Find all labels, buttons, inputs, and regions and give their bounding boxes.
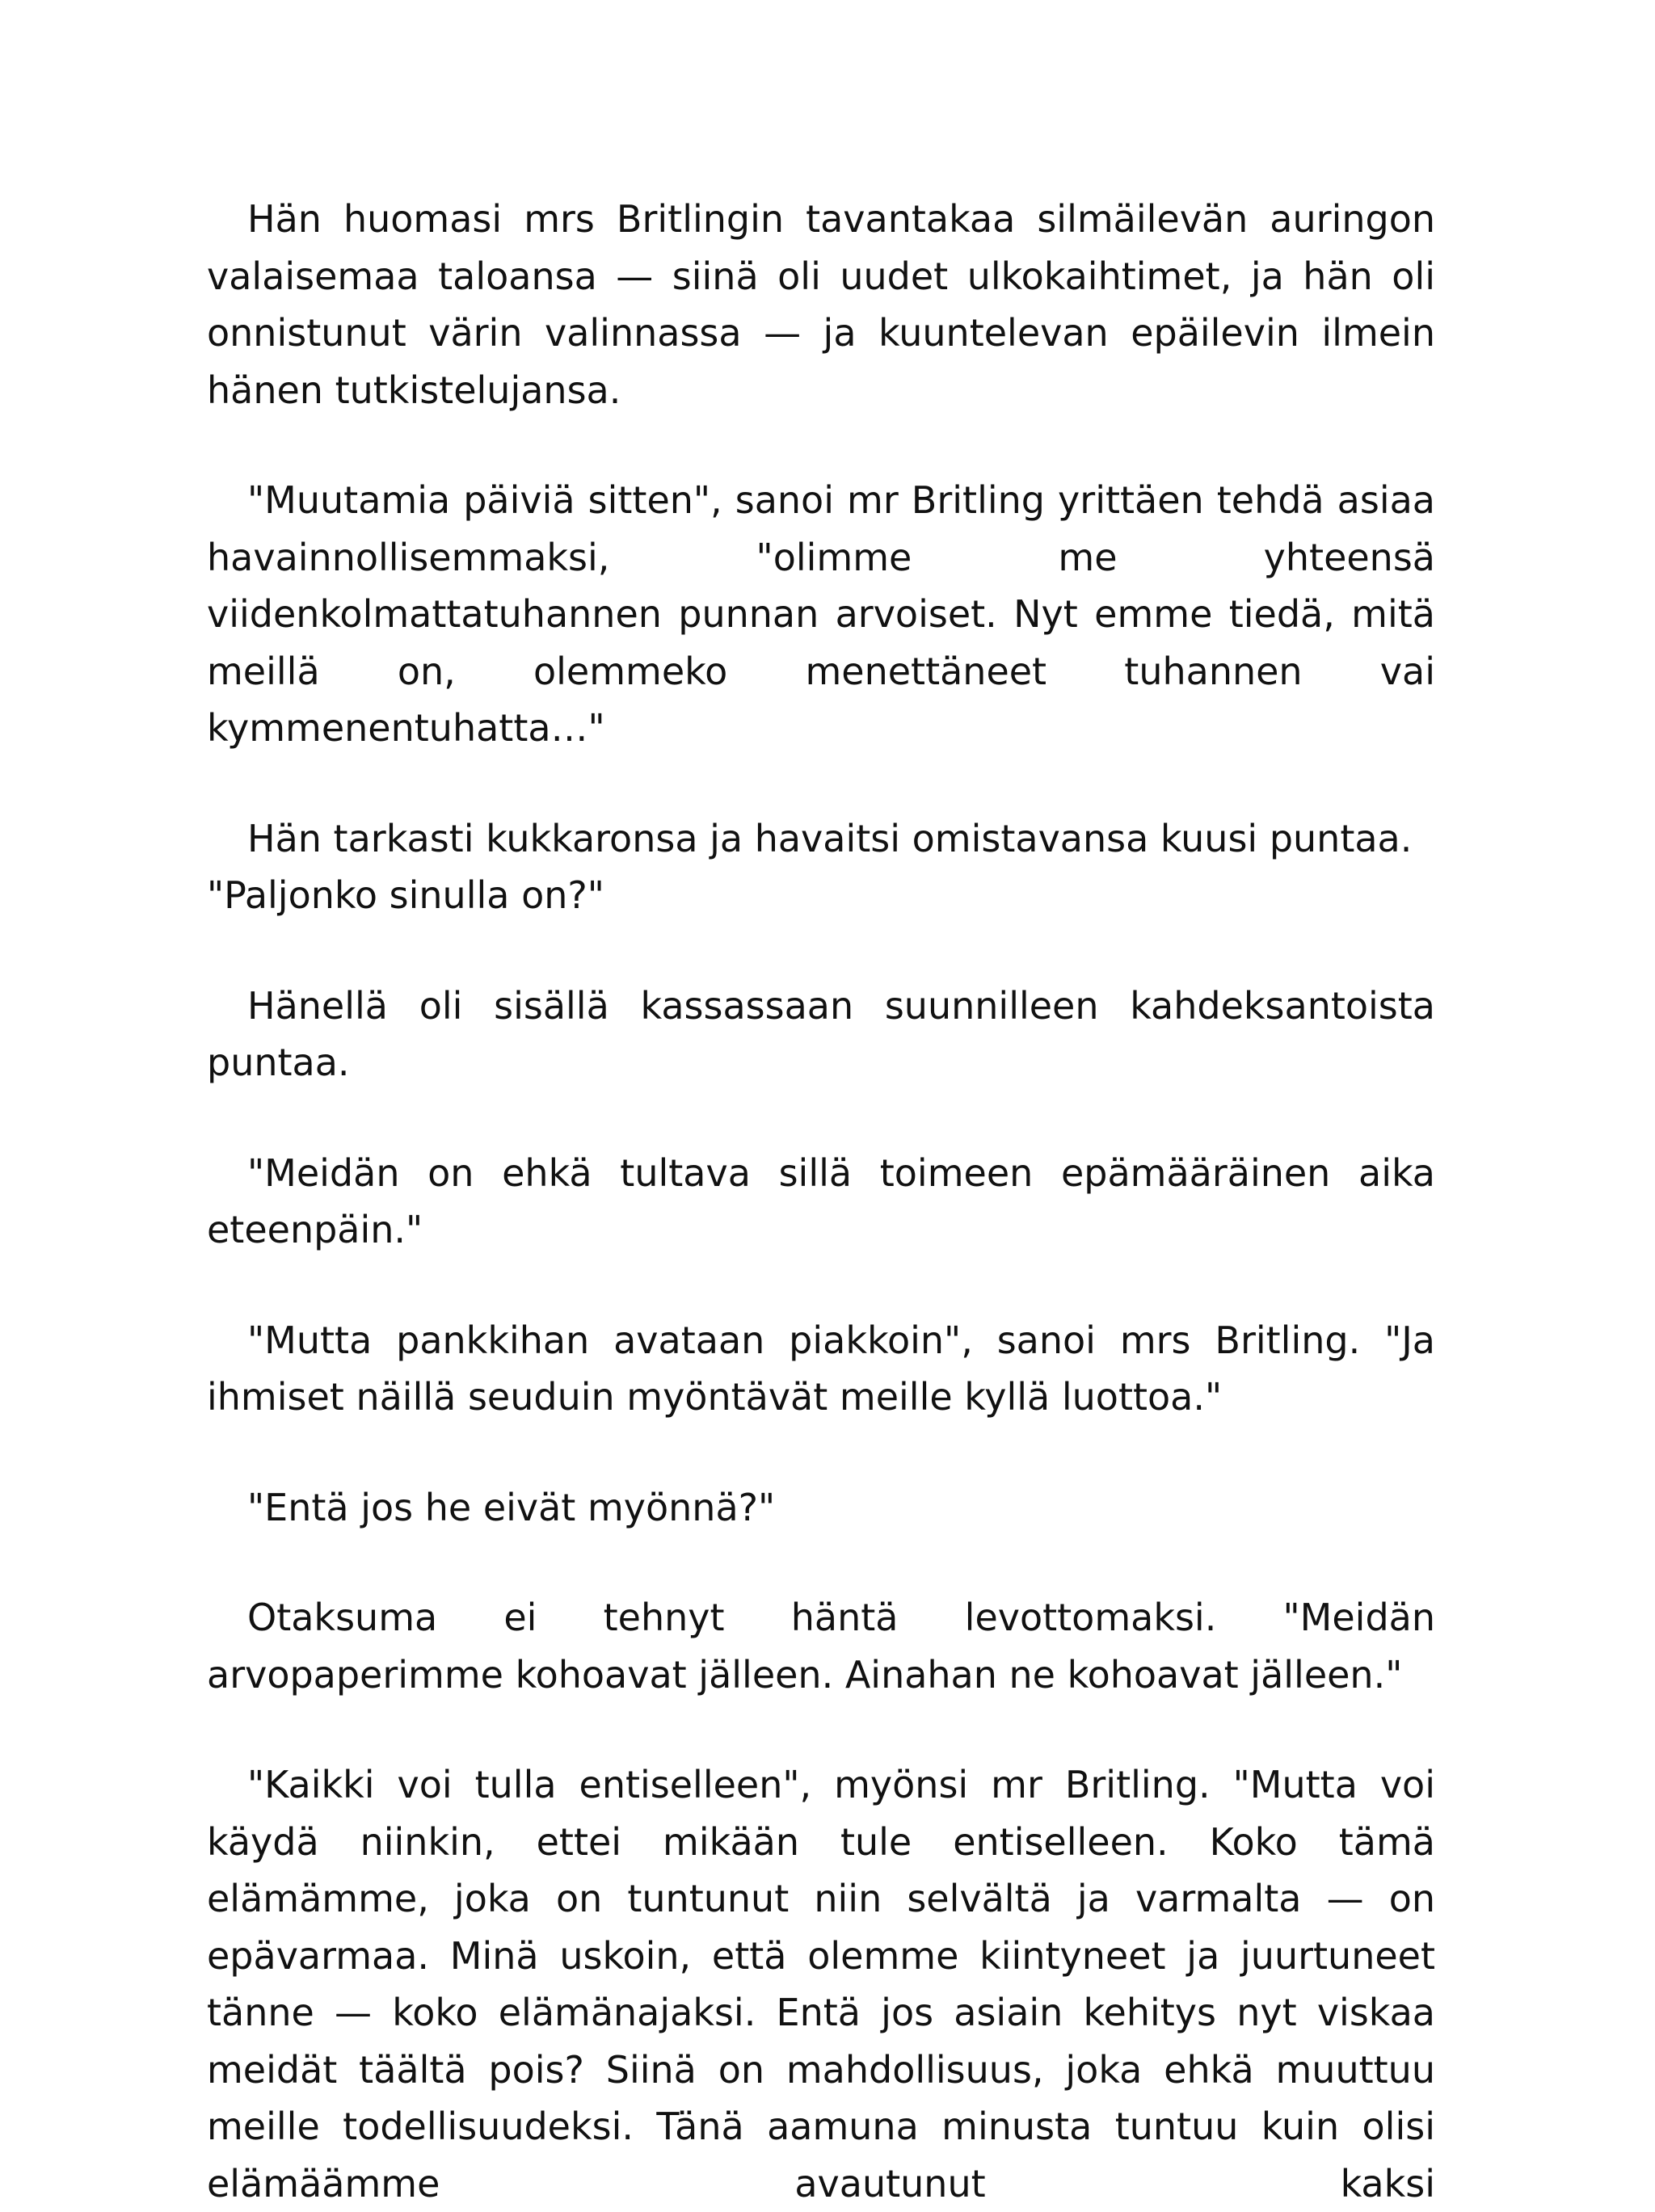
paragraph-3-line-1: Hän tarkasti kukkaronsa ja havaitsi omistavansa kuusi puntaa. — [247, 816, 1413, 860]
paragraph-3-line-2: "Paljonko sinulla on?" — [207, 873, 604, 917]
paragraph-3 — [207, 810, 1435, 924]
paragraph-1: Hän huomasi mrs Britlingin tavantakaa silmäilevän auringon valaisemaa taloansa — siinä oli uudet ulkokaihtimet, ja hän oli onnistunut värin valinnassa — ja kuuntelevan epäilevin ilmein hänen tutkistelujansa. — [207, 197, 1435, 412]
paragraph-9: "Kaikki voi tulla entiselleen", myönsi mr Britling. "Mutta voi käydä niinkin, ettei mikään tule entiselleen. Koko tämä elämämme, joka on tuntunut niin selvältä ja varmalta — on epävarmaa. Minä uskoin, että olemme kiintyneet ja juurtuneet tänne — koko elämänajaksi. Entä jos asiain kehitys nyt viskaa meidät täältä pois? Siinä on mahdollisuus, joka ehkä muuttuu meille todellisuudeksi. Tänä aamuna minusta tuntuu kuin olisi elämäämme avautunut kaksi — [207, 1763, 1435, 2206]
paragraph-8: Otaksuma ei tehnyt häntä levottomaksi. "Meidän arvopaperimme kohoavat jälleen. Ainahan ne kohoavat jälleen." — [207, 1596, 1435, 1697]
paragraph-5: "Meidän on ehkä tultava sillä toimeen epämääräinen aika eteenpäin." — [207, 1150, 1435, 1251]
paragraph-7: "Entä jos he eivät myönnä?" — [247, 1485, 776, 1529]
paragraph-6: "Mutta pankkihan avataan piakkoin", sanoi mrs Britling. "Ja ihmiset näillä seuduin myöntävät meille kyllä luottoa." — [207, 1318, 1435, 1419]
document-page — [207, 191, 1435, 2212]
paragraph-2: "Muutamia päiviä sitten", sanoi mr Britling yrittäen tehdä asiaa havainnollisemmaksi, "olimme me yhteensä viidenkolmattatuhannen punnan arvoiset. Nyt emme tiedä, mitä meillä on, olemmeko menettäneet tuhannen vai kymmenentuhatta…" — [207, 478, 1435, 750]
paragraph-4: Hänellä oli sisällä kassassaan suunnilleen kahdeksantoista puntaa. — [207, 983, 1435, 1084]
